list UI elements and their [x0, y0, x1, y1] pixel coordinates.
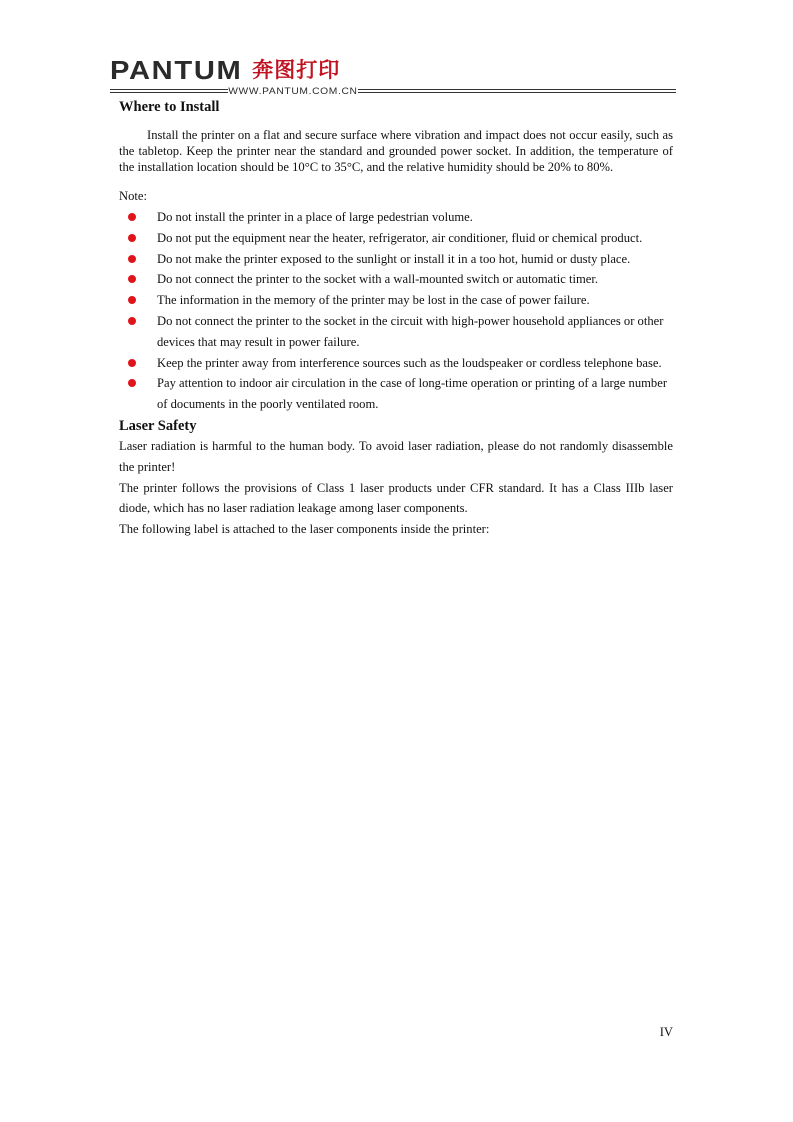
- list-item: [119, 228, 673, 249]
- note-label: Note:: [119, 189, 147, 203]
- bullet-icon: [128, 317, 136, 325]
- list-item: [119, 269, 673, 290]
- page-content: [119, 98, 673, 540]
- header-rule-right: [358, 89, 676, 93]
- laser-safety-heading: Laser Safety: [119, 417, 197, 434]
- list-item: [119, 373, 673, 415]
- list-item: [119, 353, 673, 374]
- header-url: WWW.PANTUM.COM.CN: [228, 85, 358, 97]
- bullet-icon: [128, 213, 136, 221]
- bullet-icon: [128, 255, 136, 263]
- note-text: Do not put the equipment near the heater, refrigerator, air conditioner, fluid or chemical product.: [157, 230, 643, 245]
- install-paragraph: Install the printer on a flat and secure surface where vibration and impact does not occur easily, such as the tabletop. Keep the printer near the standard and grounded power socket. In addition, the temperature of the installation location should be 10°C to 35°C, and the relative humidity should be 20% to 80%.: [119, 128, 673, 174]
- logo-wordmark: PANTUM: [110, 55, 243, 85]
- note-text: Do not connect the printer to the socket with a wall-mounted switch or automatic timer.: [157, 272, 599, 287]
- note-text: Do not install the printer in a place of large pedestrian volume.: [157, 210, 473, 224]
- where-to-install-heading: Where to Install: [119, 99, 220, 115]
- list-item: [119, 290, 673, 311]
- list-item: [119, 207, 673, 228]
- pantum-logo: [110, 52, 340, 84]
- bullet-icon: [128, 296, 136, 304]
- header-rule: [110, 86, 676, 96]
- notes-list: [119, 207, 673, 415]
- laser-paragraph-2: The printer follows the provisions of Class 1 laser products under CFR standard. It has a Class IIIb laser diode, which has no laser radiation leakage among laser components.: [119, 480, 673, 516]
- logo-chinese-wordmark: 奔图打印: [252, 58, 341, 82]
- note-text: Pay attention to indoor air circulation in the case of long-time operation or printing of a large number of documents in the poorly ventilated room.: [157, 376, 668, 412]
- laser-paragraph-3: The following label is attached to the laser components inside the printer:: [119, 522, 490, 537]
- page-number: IV: [659, 1025, 673, 1039]
- note-text: Do not connect the printer to the socket in the circuit with high-power household appliances or other devices that may result in power failure.: [157, 313, 664, 349]
- header-rule-left: [110, 89, 228, 93]
- bullet-icon: [128, 359, 136, 367]
- laser-paragraph-1: Laser radiation is harmful to the human body. To avoid laser radiation, please do not randomly disassemble the printer!: [119, 438, 673, 474]
- note-text: The information in the memory of the printer may be lost in the case of power failure.: [157, 293, 590, 308]
- bullet-icon: [128, 234, 136, 242]
- note-text: Do not make the printer exposed to the sunlight or install it in a too hot, humid or dusty place.: [157, 251, 631, 266]
- bullet-icon: [128, 275, 136, 283]
- list-item: [119, 249, 673, 270]
- list-item: [119, 311, 673, 353]
- note-text: Keep the printer away from interference sources such as the loudspeaker or cordless telephone base.: [157, 355, 662, 370]
- bullet-icon: [128, 379, 136, 387]
- page-header: [110, 52, 676, 100]
